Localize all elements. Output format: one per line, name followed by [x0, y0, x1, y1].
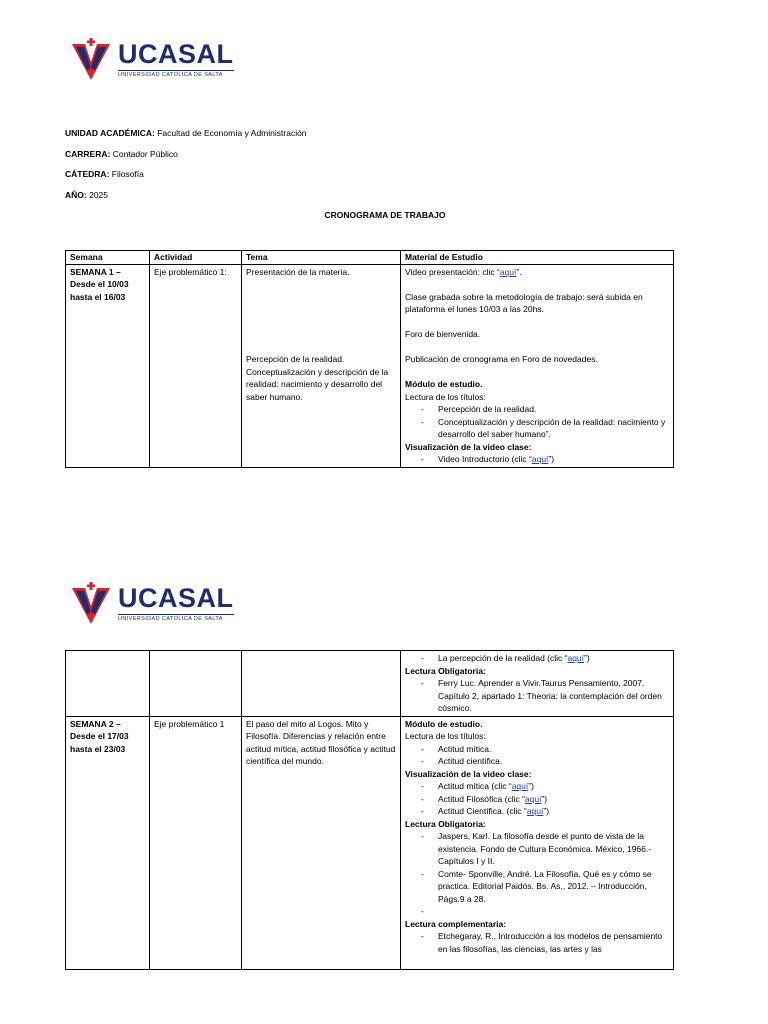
semana-1-cell: SEMANA 1 – Desde el 10/03 hasta el 16/03	[66, 264, 150, 467]
list-item: - Jaspers, Karl. La filosofía desde el punto de vista de la existencia. Fondo de Cultura Económica. México, 1966.- Capítulos I y II.	[405, 830, 669, 868]
list-item: - Actitud mítica (clic “aquí”)	[405, 780, 669, 793]
actividad-cell: Eje problemático 1:	[150, 264, 242, 467]
semana-cell-empty	[66, 651, 150, 717]
lectura-obligatoria-heading: Lectura Obligatoria:	[405, 818, 486, 829]
catedra: CÁTEDRA: Filosofía	[65, 169, 144, 179]
clase-grabada: Clase grabada sobre la metodología de trabajo: será subida en plataforma el lunes 10/03 a las 20hs.	[405, 291, 643, 314]
tema-cell	[242, 264, 401, 467]
table-row-continuation	[66, 651, 674, 717]
visualizacion-heading: Visualización de la video clase:	[405, 768, 532, 779]
list-item: - Actitud Filosófica (clic “aquí”)	[405, 793, 669, 806]
list-item: - Video Introductorio (clic “aquí”)	[405, 453, 669, 466]
ucasal-shield-icon	[72, 38, 110, 80]
titulos-list	[405, 743, 669, 768]
actitud-filosofica-link[interactable]: aquí	[524, 793, 542, 804]
logo-subtitle: UNIVERSIDAD CATÓLICA DE SALTA	[118, 614, 234, 622]
tema-percepcion: Percepción de la realidad. Conceptualización y descripción de la realidad: nacimiento y desarrollo del saber humano.	[246, 354, 389, 402]
ucasal-logo	[72, 582, 234, 624]
tema-cell-empty	[242, 651, 401, 717]
carrera: CARRERA: Contador Público	[65, 149, 178, 159]
video-introductorio-link[interactable]: aquí	[531, 454, 549, 464]
ucasal-logo	[72, 38, 234, 80]
videos-list	[405, 453, 669, 466]
anio: AÑO: 2025	[65, 190, 109, 200]
list-item: - Percepción de la realidad.	[405, 403, 669, 416]
video-presentacion: Video presentación: clic “aquí”.	[405, 266, 522, 277]
lectura-titulos-label: Lectura de los títulos:	[405, 731, 486, 741]
col-header-material: Material de Estudio	[401, 251, 674, 265]
logo-subtitle: UNIVERSIDAD CATÓLICA DE SALTA	[118, 70, 234, 78]
list-item: - Comte- Sponville, André. La Filosofía. Qué es y cómo se practica. Editorial Paidós. Bs. As., 2012. – Introducción, Págs.9 a 28.	[405, 868, 669, 906]
videos-list	[405, 652, 669, 665]
col-header-semana: Semana	[66, 251, 150, 265]
percepcion-realidad-link[interactable]: aquí	[567, 653, 585, 663]
table-row-semana-1	[66, 264, 674, 467]
ucasal-shield-icon	[72, 582, 110, 624]
list-item: - Actitud Científica. (clic “aquí”)	[405, 805, 669, 818]
cronograma-table-page1	[65, 250, 674, 468]
table-row-semana-2	[66, 716, 674, 969]
list-item: - Etchegaray, R., Introducción a los modelos de pensamiento en las filosofías, las ciencias, las artes y las	[405, 930, 669, 955]
actividad-cell-empty	[150, 651, 242, 717]
video-presentacion-link[interactable]: aquí	[499, 266, 517, 277]
titulos-list	[405, 403, 669, 441]
publicacion-cronograma: Publicación de cronograma en Foro de novedades.	[405, 354, 598, 364]
tema-cell: El paso del mito al Logos. Mito y Filosofía. Diferencias y relación entre actitud mítica, actitud filosófica y actitud científica del mundo.	[242, 716, 401, 969]
lectura-obligatoria-list	[405, 677, 669, 715]
table-header-row	[66, 251, 674, 265]
cronograma-table-page2	[65, 650, 674, 970]
lectura-obligatoria-list	[405, 830, 669, 905]
lectura-obligatoria-heading: Lectura Obligatoria:	[405, 665, 486, 676]
lectura-complementaria-heading: Lectura complementaria:	[405, 918, 507, 929]
tema-presentacion: Presentación de la materia.	[246, 266, 350, 277]
material-cell	[401, 651, 674, 717]
logo-name: UCASAL	[118, 38, 234, 69]
material-cell	[401, 264, 674, 467]
logo-name: UCASAL	[118, 582, 234, 613]
lectura-complementaria-list	[405, 930, 669, 955]
list-item: - Conceptualización y descripción de la realidad: nacimiento y desarrollo del saber humano”.	[405, 416, 669, 441]
semana-2-cell: SEMANA 2 – Desde el 17/03 hasta el 23/03	[66, 716, 150, 969]
list-item: - Actitud mítica.	[405, 743, 669, 756]
col-header-tema: Tema	[242, 251, 401, 265]
modulo-estudio-heading: Módulo de estudio.	[405, 718, 483, 729]
visualizacion-heading: Visualización de la video clase:	[405, 441, 532, 452]
list-item: - Actitud científica.	[405, 755, 669, 768]
foro-bienvenida: Foro de bienvenida.	[405, 329, 481, 339]
lectura-titulos-label: Lectura de los títulos:	[405, 391, 486, 402]
unidad-academica: UNIDAD ACADÉMICA: Facultad de Economía y Administración	[65, 128, 307, 138]
list-item: - Ferry Luc. Aprender a Vivir.Taurus Pensamiento, 2007. Capítulo 2, apartado 1: Theoria: la contemplación del orden cósmico.	[405, 677, 669, 715]
list-item: - La percepción de la realidad (clic “aquí”)	[405, 652, 669, 665]
material-cell	[401, 716, 674, 969]
videos-list	[405, 780, 669, 818]
modulo-estudio-heading: Módulo de estudio.	[405, 379, 483, 389]
col-header-actividad: Actividad	[150, 251, 242, 265]
actitud-mitica-link[interactable]: aquí	[511, 781, 529, 791]
actividad-cell: Eje problemático 1	[150, 716, 242, 969]
actitud-cientifica-link[interactable]: aquí	[526, 806, 544, 816]
document-title: CRONOGRAMA DE TRABAJO	[324, 210, 446, 220]
